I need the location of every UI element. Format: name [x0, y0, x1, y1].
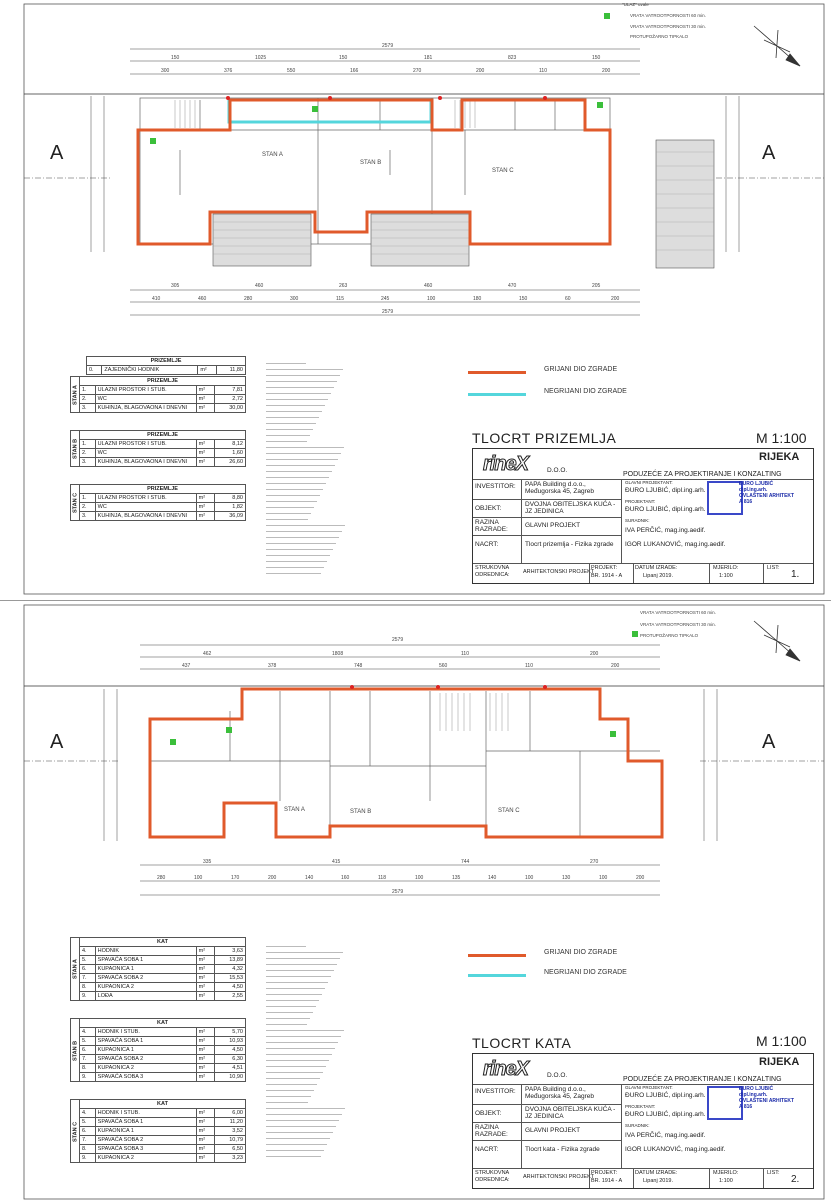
dimension-label: 1808: [332, 651, 344, 657]
dimension-label: 460: [424, 283, 433, 289]
associate-1: IVA PERČIĆ, mag.ing.aedif.: [625, 527, 706, 534]
chief-value: ĐURO LJUBIĆ, dipl.ing.arh.: [625, 1092, 706, 1099]
object-value: DVOJNA OBITELJSKA KUĆA - JZ JEDINICA: [525, 501, 616, 515]
dimension-label: 462: [203, 651, 212, 657]
dimension-label: 135: [452, 875, 461, 881]
room-table-stan-b: [70, 430, 246, 467]
dimension-label: 200: [611, 663, 620, 669]
table-header: PRIZEMLJE: [80, 377, 246, 386]
level-label: RAZINA RAZRADE:: [475, 519, 508, 533]
dimension-label: 150: [171, 55, 180, 61]
dimension-label: 550: [287, 68, 296, 74]
dimension-label: 415: [332, 859, 341, 865]
plan-scale: M 1:100: [756, 1033, 807, 1049]
table-side-label: STAN C: [71, 1100, 80, 1163]
table-header: KAT: [80, 1019, 246, 1028]
associate-1: IVA PERČIĆ, mag.ing.aedif.: [625, 1132, 706, 1139]
legend-unheated-label: NEGRIJANI DIO ZGRADE: [544, 969, 627, 976]
table-header: KAT: [80, 938, 246, 947]
stamp-text: ĐURO LJUBIĆ dipl.ing.arh. OVLAŠTENI ARHITEKT A 816: [739, 481, 795, 505]
room-table-stan-a: [70, 376, 246, 413]
drawing-value: Tlocrt prizemlja - Fizika zgrade: [525, 541, 614, 548]
dimension-label: 166: [350, 68, 359, 74]
dimension-label: 170: [231, 875, 240, 881]
legend-unheated-swatch: [468, 393, 526, 396]
note-door-30: VRATA VATROOTPORNOSTI 30 min.: [640, 622, 716, 627]
scale-label: MJERILO:: [713, 1170, 739, 1176]
dimension-label: 376: [224, 68, 233, 74]
date-value: Lipanj 2019.: [643, 1178, 673, 1184]
company-logo: [481, 1058, 537, 1080]
table-row: 9. LOĐA m² 2,55: [71, 992, 246, 1001]
table-header: KAT: [80, 1100, 246, 1109]
table-side-label: STAN C: [71, 485, 80, 521]
table-side-label: STAN B: [71, 1019, 80, 1082]
table-row: 2. WC m² 2,72: [71, 395, 246, 404]
investor-label: INVESTITOR:: [475, 483, 516, 490]
dimension-label: 160: [341, 875, 350, 881]
legend-unheated-label: NEGRIJANI DIO ZGRADE: [544, 388, 627, 395]
plan-title: TLOCRT KATA: [472, 1035, 572, 1051]
chief-label: GLAVNI PROJEKTANT:: [625, 480, 673, 485]
table-row: 2. WC m² 1,82: [71, 503, 246, 512]
notes-column: [266, 941, 345, 1157]
dimension-label: 300: [161, 68, 170, 74]
dimension-label: 110: [461, 651, 469, 657]
table-row: 3. KUHINJA, BLAGOVAONA I DNEVNI m² 30,00: [71, 404, 246, 413]
sheet-number: 2.: [791, 1174, 800, 1185]
notes-column: [266, 358, 345, 574]
table-row: 9. KUPAONICA 2 m² 3,23: [71, 1154, 246, 1163]
object-label: OBJEKT:: [475, 505, 502, 512]
dimension-label: 200: [476, 68, 485, 74]
scale-value: 1:100: [719, 573, 733, 579]
associate-2: IGOR LUKANOVIĆ, mag.ing.aedif.: [625, 1146, 726, 1153]
chief-value: ĐURO LJUBIĆ, dipl.ing.arh.: [625, 487, 706, 494]
table-header: PRIZEMLJE: [80, 485, 246, 494]
table-row: 4. HODNIK m² 3,63: [71, 947, 246, 956]
room-table-common: [86, 356, 246, 375]
designer-label: PROJEKTANT:: [625, 1104, 656, 1109]
title-block: [472, 1053, 814, 1189]
table-row: 5. SPAVAĆA SOBA 1 m² 13,89: [71, 956, 246, 965]
dimension-label: 100: [194, 875, 203, 881]
legend-heated-swatch: [468, 954, 526, 957]
dimension-label: 437: [182, 663, 191, 669]
dimension-label: 270: [413, 68, 422, 74]
plan-scale: M 1:100: [756, 430, 807, 446]
associate-label: SURADNIK:: [625, 518, 650, 523]
dimension-label: 378: [268, 663, 277, 669]
city-label: RIJEKA: [759, 451, 800, 463]
dimension-label: 200: [590, 651, 599, 657]
sheet-label: LIST:: [767, 1170, 780, 1176]
associate-label: SURADNIK:: [625, 1123, 650, 1128]
legend-heated-label: GRIJANI DIO ZGRADE: [544, 366, 618, 373]
dimension-label: 180: [473, 296, 482, 302]
sheet-number: 1.: [791, 569, 800, 580]
dimension-label: 150: [339, 55, 348, 61]
table-side-label: STAN A: [71, 377, 80, 413]
level-value: GLAVNI PROJEKT: [525, 522, 581, 529]
table-row: 4. HODNIK I STUB. m² 5,70: [71, 1028, 246, 1037]
discipline-label: STRUKOVNA ODREDNICA:: [475, 565, 510, 578]
brand-wordmark: rineX: [483, 1058, 529, 1080]
note-door-30: VRATA VATROOTPORNOSTI 30 min.: [630, 24, 706, 29]
company-suffix: D.O.O.: [547, 467, 568, 474]
company-description: PODUZEĆE ZA PROJEKTIRANJE I KONZALTING: [623, 1076, 782, 1083]
dimension-label: 200: [636, 875, 645, 881]
table-row: 6. KUPAONICA 1 m² 3,52: [71, 1127, 246, 1136]
brand-wordmark: rineX: [483, 453, 529, 475]
dimension-label: 60: [565, 296, 571, 302]
project-value: BR. 1914 - A: [591, 1178, 623, 1184]
dimension-label: 205: [592, 283, 601, 289]
level-label: RAZINA RAZRADE:: [475, 1124, 508, 1138]
dimension-label: 748: [354, 663, 363, 669]
table-row: 8. SPAVAĆA SOBA 3 m² 6,50: [71, 1145, 246, 1154]
sheet-ground-floor: [0, 0, 831, 600]
drawing-label: NACRT:: [475, 1146, 499, 1153]
dimension-label: 410: [152, 296, 161, 302]
dimension-label: 335: [203, 859, 212, 865]
designer-value: ĐURO LJUBIĆ, dipl.ing.arh.: [625, 506, 706, 513]
architect-stamp: [707, 1086, 743, 1120]
date-label: DATUM IZRADE:: [635, 565, 678, 571]
table-row: 8. KUPAONICA 2 m² 4,50: [71, 983, 246, 992]
section-mark-left: A: [50, 731, 64, 753]
legend-heated-swatch: [468, 371, 526, 374]
table-row: 1. ULAZNI PROSTOR I STUB. m² 7,81: [71, 386, 246, 395]
dimension-label: 200: [268, 875, 277, 881]
dimension-total: 2579: [392, 889, 404, 895]
dimension-label: 140: [488, 875, 497, 881]
dimension-label: 200: [611, 296, 620, 302]
company-suffix: D.O.O.: [547, 1072, 568, 1079]
object-value: DVOJNA OBITELJSKA KUĆA - JZ JEDINICA: [525, 1106, 616, 1120]
dimension-label: 110: [539, 68, 547, 74]
discipline-value: ARHITEKTONSKI PROJEKT: [523, 569, 595, 575]
stamp-text: ĐURO LJUBIĆ dipl.ing.arh. OVLAŠTENI ARHITEKT A 816: [739, 1086, 795, 1110]
investor-label: INVESTITOR:: [475, 1088, 516, 1095]
dimension-label: 130: [562, 875, 571, 881]
designer-value: ĐURO LJUBIĆ, dipl.ing.arh.: [625, 1111, 706, 1118]
legend-heated-label: GRIJANI DIO ZGRADE: [544, 949, 618, 956]
dimension-label: 150: [592, 55, 601, 61]
dimension-total: 2579: [392, 637, 404, 643]
table-side-label: STAN A: [71, 938, 80, 1001]
unit-label-c: STAN C: [498, 808, 520, 814]
dimension-label: 200: [602, 68, 611, 74]
table-row: 4. HODNIK I STUB. m² 6,00: [71, 1109, 246, 1118]
unit-label-b: STAN B: [360, 160, 382, 166]
dimension-label: 280: [157, 875, 166, 881]
table-row: 6. KUPAONICA 1 m² 4,32: [71, 965, 246, 974]
section-mark-right: A: [762, 731, 776, 753]
dimension-label: 100: [427, 296, 436, 302]
discipline-label: STRUKOVNA ODREDNICA:: [475, 1170, 510, 1183]
company-logo: [481, 453, 537, 475]
dimension-label: 245: [381, 296, 390, 302]
table-row: 5. SPAVAĆA SOBA 1 m² 11,20: [71, 1118, 246, 1127]
dimension-label: 150: [519, 296, 528, 302]
table-row: 1. ULAZNI PROSTOR I STUB. m² 8,12: [71, 440, 246, 449]
table-row: 2. WC m² 1,60: [71, 449, 246, 458]
dimension-label: 305: [171, 283, 180, 289]
table-row: 7. SPAVAĆA SOBA 2 m² 15,53: [71, 974, 246, 983]
date-value: Lipanj 2019.: [643, 573, 673, 579]
dimension-label: 460: [198, 296, 207, 302]
discipline-value: ARHITEKTONSKI PROJEKT: [523, 1174, 595, 1180]
drawing-label: NACRT:: [475, 541, 499, 548]
plan-title: TLOCRT PRIZEMLJA: [472, 430, 617, 446]
dimension-label: 823: [508, 55, 517, 61]
table-row: 7. SPAVAĆA SOBA 2 m² 6,30: [71, 1055, 246, 1064]
unit-label-a: STAN A: [284, 807, 305, 813]
note-fire-button: PROTUPOŽARNO TIPKALO: [630, 34, 689, 39]
dimension-total: 2579: [382, 309, 394, 315]
table-row: 5. SPAVAĆA SOBA 1 m² 10,93: [71, 1037, 246, 1046]
dimension-label: 560: [439, 663, 448, 669]
sheet-upper-floor: [0, 600, 831, 1201]
table-row: 8. KUPAONICA 2 m² 4,51: [71, 1064, 246, 1073]
table-row: 3. KUHINJA, BLAGOVAONA I DNEVNI m² 36,09: [71, 512, 246, 521]
project-label: PROJEKT:: [591, 565, 618, 571]
company-description: PODUZEĆE ZA PROJEKTIRANJE I KONZALTING: [623, 471, 782, 478]
dimension-label: 100: [599, 875, 608, 881]
table-row: 0. ZAJEDNIČKI HODNIK m² 11,80: [87, 366, 246, 375]
dimension-label: 744: [461, 859, 470, 865]
table-row: 6. KUPAONICA 1 m² 4,50: [71, 1046, 246, 1055]
dimension-label: 280: [244, 296, 253, 302]
room-table-stan-a: [70, 937, 246, 1001]
title-block: [472, 448, 814, 584]
unit-label-c: STAN C: [492, 168, 514, 174]
dimension-label: 140: [305, 875, 314, 881]
dimension-label: 1025: [255, 55, 267, 61]
dimension-label: 470: [508, 283, 517, 289]
table-row: 9. SPAVAĆA SOBA 3 m² 10,90: [71, 1073, 246, 1082]
room-table-stan-c: [70, 1099, 246, 1163]
unit-label-b: STAN B: [350, 809, 372, 815]
city-label: RIJEKA: [759, 1056, 800, 1068]
level-value: GLAVNI PROJEKT: [525, 1127, 581, 1134]
drawing-value: Tlocrt kata - Fizika zgrade: [525, 1146, 600, 1153]
section-mark-left: A: [50, 142, 64, 164]
dimension-label: 460: [255, 283, 264, 289]
dimension-label: 100: [525, 875, 534, 881]
dimension-label: 115: [336, 296, 344, 302]
note-entrance: "ULAZ" uvale: [622, 2, 649, 7]
table-header: PRIZEMLJE: [87, 357, 246, 366]
note-door-60: VRATA VATROOTPORNOSTI 60 min.: [630, 13, 706, 18]
table-row: 1. ULAZNI PROSTOR I STUB. m² 8,80: [71, 494, 246, 503]
investor-value: PAPA Building d.o.o., Međugorska 45, Zagreb: [525, 1086, 595, 1100]
associate-2: IGOR LUKANOVIĆ, mag.ing.aedif.: [625, 541, 726, 548]
legend-unheated-swatch: [468, 974, 526, 977]
dimension-label: 270: [590, 859, 599, 865]
scale-label: MJERILO:: [713, 565, 739, 571]
table-row: 3. KUHINJA, BLAGOVAONA I DNEVNI m² 26,60: [71, 458, 246, 467]
project-value: BR. 1914 - A: [591, 573, 623, 579]
note-door-60: VRATA VATROOTPORNOSTI 60 min.: [640, 610, 716, 615]
room-table-stan-c: [70, 484, 246, 521]
dimension-label: 110: [525, 663, 533, 669]
designer-label: PROJEKTANT:: [625, 499, 656, 504]
object-label: OBJEKT:: [475, 1110, 502, 1117]
dimension-label: 100: [415, 875, 424, 881]
chief-label: GLAVNI PROJEKTANT:: [625, 1085, 673, 1090]
table-row: 7. SPAVAĆA SOBA 2 m² 10,79: [71, 1136, 246, 1145]
unit-label-a: STAN A: [262, 152, 283, 158]
dimension-label: 181: [424, 55, 433, 61]
sheet-label: LIST:: [767, 565, 780, 571]
date-label: DATUM IZRADE:: [635, 1170, 678, 1176]
dimension-label: 118: [378, 875, 386, 881]
room-table-stan-b: [70, 1018, 246, 1082]
architect-stamp: [707, 481, 743, 515]
note-fire-button: PROTUPOŽARNO TIPKALO: [640, 633, 699, 638]
investor-value: PAPA Building d.o.o., Međugorska 45, Zagreb: [525, 481, 595, 495]
table-header: PRIZEMLJE: [80, 431, 246, 440]
project-label: PROJEKT:: [591, 1170, 618, 1176]
dimension-total: 2579: [382, 43, 394, 49]
scale-value: 1:100: [719, 1178, 733, 1184]
dimension-label: 300: [290, 296, 299, 302]
section-mark-right: A: [762, 142, 776, 164]
table-side-label: STAN B: [71, 431, 80, 467]
dimension-label: 263: [339, 283, 348, 289]
